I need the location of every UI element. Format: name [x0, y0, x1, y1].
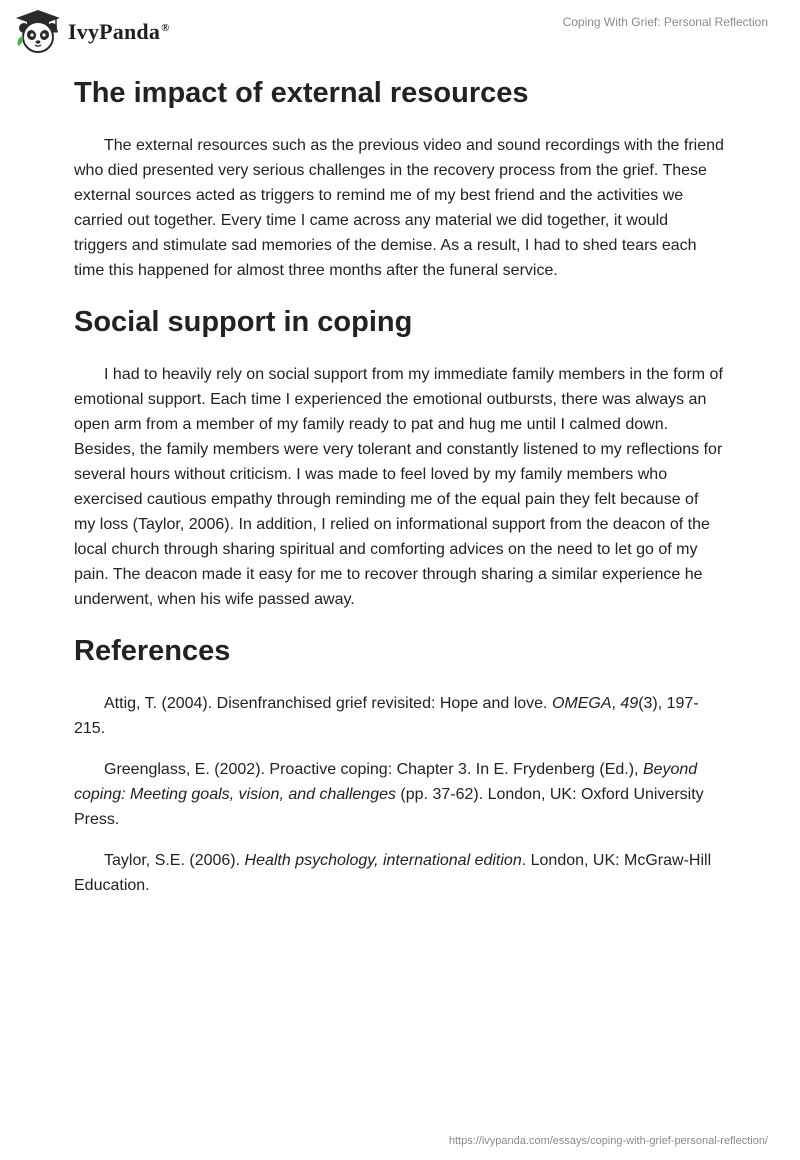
essay-content — [74, 72, 724, 918]
reference-item: Greenglass, E. (2002). Proactive coping: Chapter 3. In E. Frydenberg (Ed.), Beyond coping: Meeting goals, vision, and challenges (pp. 37-62). London, UK: Oxford University Press. — [74, 761, 704, 828]
reference-item: Attig, T. (2004). Disenfranchised grief revisited: Hope and love. OMEGA, 49(3), 197- 215. — [74, 695, 699, 737]
section-heading: The impact of external resources — [74, 77, 529, 109]
document-title: Coping With Grief: Personal Reflection — [562, 15, 768, 29]
ivypanda-logo[interactable] — [14, 8, 170, 54]
section-social-support — [74, 303, 724, 612]
page-header — [0, 0, 800, 60]
section-paragraph: I had to heavily rely on social support from my immediate family members in the form of emotional support. Each time I experienced the emotional outbursts, there was always an open arm from a member of my family ready to pat and hug me until I calmed down. Besides, the family members were very tolerant and constantly listened to my reflections for several hours without criticism. I was made to feel loved by my family members who exercised cautious empathy through reminding me of the equal pain they felt because of my loss (Taylor, 2006). In addition, I relied on informational support from the deacon of the local church through sharing spiritual and comforting advices on the need to let go of my pain. The deacon made it easy for me to recover through sharing a similar experience he underwent, when his wife passed away. — [74, 366, 723, 608]
section-paragraph: The external resources such as the previous video and sound recordings with the friend who died presented very serious challenges in the recovery process from the grief. These external sources acted as triggers to remind me of my best friend and the activities we carried out together. Every time I came across any material we did together, it would triggers and stimulate sad memories of the demise. As a result, I had to shed tears each time this happened for almost three months after the funeral service. — [74, 137, 724, 279]
logo-wordmark: IvyPanda® — [68, 19, 170, 44]
source-url[interactable]: https://ivypanda.com/essays/coping-with-grief-personal-reflection/ — [448, 1135, 768, 1147]
references-heading: References — [74, 635, 231, 667]
reference-item: Taylor, S.E. (2006). Health psychology, international edition. London, UK: McGraw-Hill Education. — [74, 852, 712, 894]
section-heading: Social support in coping — [74, 306, 413, 338]
section-external-resources — [74, 74, 724, 283]
panda-graduate-icon — [14, 8, 62, 54]
references-section — [74, 632, 724, 898]
